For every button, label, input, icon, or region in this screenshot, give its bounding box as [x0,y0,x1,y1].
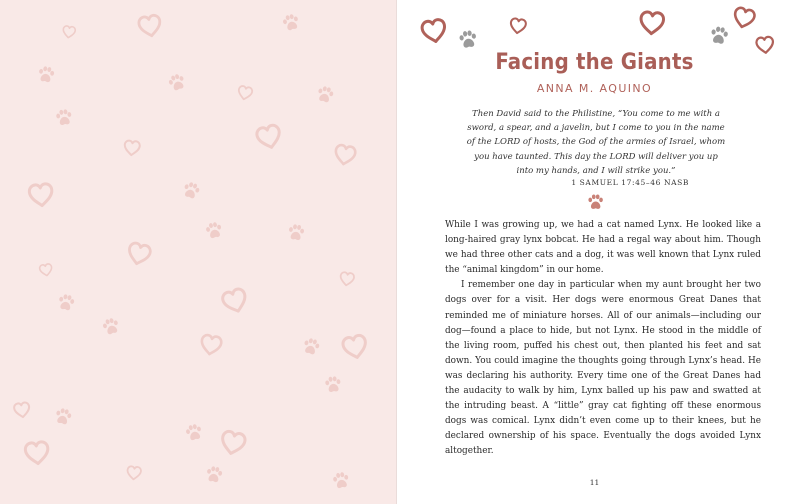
paragraph: While I was growing up, we had a cat named Lynx. He looked like a long-haired gray lynx bobcat. He had a regal way about him. Though we had three other cats and a dog, it was well known that Lynx ruled the “animal kingdom” in our home. [445,220,761,276]
heart-icon [215,425,251,461]
heart-icon [507,15,530,38]
story-title: Facing the Giants [495,50,694,75]
epigraph: Then David said to the Philistine, “You come to me with a sword, a spear, and a javelin, but I come to you in the name of the LORD of hosts, the God of the armies of Israel, whom you have taunted. This day the LORD will deliver you up into my hands, and I will strike you.” [466,109,726,176]
paw-icon [328,468,353,493]
paw-icon [312,82,339,109]
heart-icon [25,179,58,212]
paw-icon [201,218,227,244]
heart-icon [417,14,452,49]
heart-icon [337,329,373,365]
right-page [397,0,792,504]
heart-icon [121,137,143,159]
heart-icon [216,282,254,320]
scripture-reference: 1 SAMUEL 17:45–46 NASB [571,178,689,187]
paw-icon [97,313,124,340]
heart-icon [337,269,357,289]
paw-icon [50,404,77,431]
paw-icon [177,177,205,205]
heart-icon [122,237,156,271]
heart-icon [124,463,144,483]
paw-icon [52,106,77,131]
heart-icon [21,437,54,470]
paw-icon [201,462,226,487]
heart-icon [251,119,287,155]
heart-icon [728,2,760,34]
paragraph: I remember one day in particular when my aunt brought her two dogs over for a visit. Her dogs were enormous Great Danes that reminded me of miniature horses. All of our animals—including our dog—found a place to hide, but not Lynx. He stood in the middle of the living room, puffed his chest out, then planted his feet and sat down. You could imagine the thoughts going through Lynx’s head. He was declaring his authority. Every time one of the Great Danes had the audacity to walk by him, Lynx balled up his paw and swatted at the intruding beast. A “little” gray cat fighting off these enormous dogs was comical. Lynx didn’t even come up to their knees, but he declared ownership of his space. Eventually the dogs avoided Lynx altogether. [445,280,761,457]
heart-icon [196,330,226,360]
paw-icon [33,62,58,87]
paw-icon [284,221,309,246]
heart-icon [60,23,78,41]
paw-icon [278,10,305,37]
paw-icon [181,420,208,447]
heart-icon [330,140,360,170]
heart-icon [636,7,668,39]
heart-icon [134,10,166,42]
paw-icon [297,333,324,360]
paw-icon [321,373,345,397]
paw-icon [53,290,79,316]
heart-icon [11,399,34,422]
story-author: ANNA M. AQUINO [536,82,653,95]
heart-icon [234,82,255,103]
page-number: 11 [589,478,600,487]
paw-icon [163,69,191,97]
paw-icon [585,192,606,213]
heart-icon [37,261,56,280]
story-body [445,218,761,460]
